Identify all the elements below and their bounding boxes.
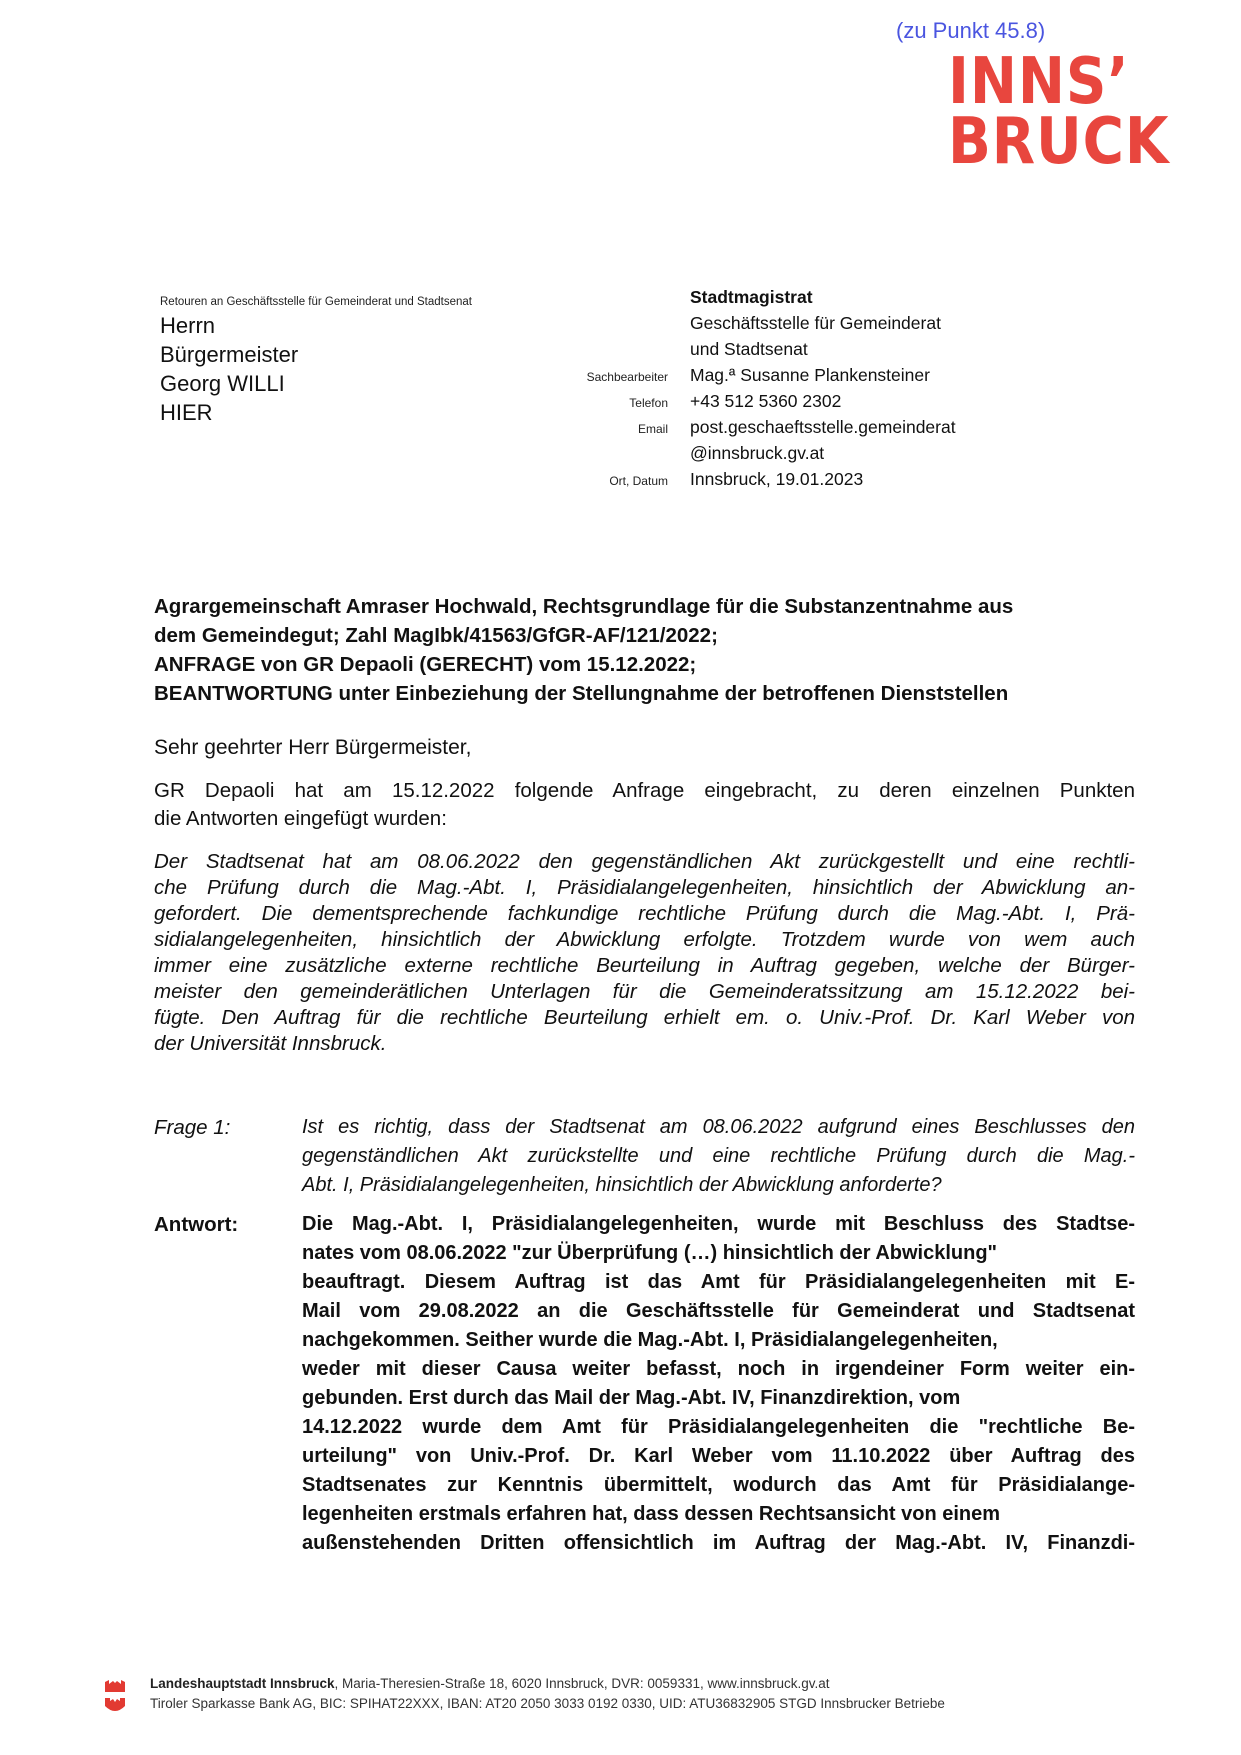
answer-line: nachgekommen. Seither wurde die Mag.-Abt. I, Präsidialangelegenheiten,	[302, 1329, 998, 1351]
question-line: Abt. I, Präsidialangelegenheiten, hinsichtlich der Abwicklung anforderte?	[302, 1174, 942, 1196]
intro-line: GR Depaoli hat am 15.12.2022 folgende Anfrage eingebracht, zu deren einzelnen Punkten	[154, 779, 1135, 802]
sender-department: Geschäftsstelle für Gemeinderat	[690, 313, 941, 333]
sender-clerk: Mag.ª Susanne Plankensteiner	[690, 365, 930, 385]
answer-line: 14.12.2022 wurde dem Amt für Präsidialangelegenheiten die "rechtliche Be-	[302, 1416, 1135, 1438]
inquiry-line: der Universität Innsbruck.	[154, 1032, 387, 1055]
subject-line: BEANTWORTUNG unter Einbeziehung der Stellungnahme der betroffenen Dienststellen	[154, 682, 1009, 705]
recipient-line: Herrn	[160, 313, 216, 338]
answer-line: weder mit dieser Causa weiter befasst, noch in irgendeiner Form weiter ein-	[302, 1358, 1135, 1380]
footer-line-bank: Tiroler Sparkasse Bank AG, BIC: SPIHAT22XXX, IBAN: AT20 2050 3033 0192 0330, UID: ATU36832905 STGD Innsbrucker Betriebe	[150, 1696, 945, 1711]
inquiry-line: che Prüfung durch die Mag.-Abt. I, Präsidialangelegenheiten, hinsichtlich der Abwicklung an-	[154, 876, 1135, 899]
sender-email-domain[interactable]: @innsbruck.gv.at	[690, 443, 825, 463]
footer-city-name: Landeshauptstadt Innsbruck	[150, 1676, 335, 1691]
sender-field-label: Telefon	[629, 396, 668, 410]
recipient-line: Georg WILLI	[160, 371, 285, 396]
return-address-note: Retouren an Geschäftsstelle für Gemeinderat und Stadtsenat	[160, 296, 472, 308]
subject-line: Agrargemeinschaft Amraser Hochwald, Rechtsgrundlage für die Substanzentnahme aus	[154, 595, 1014, 618]
answer-line: außenstehenden Dritten offensichtlich im Auftrag der Mag.-Abt. IV, Finanzdi-	[302, 1532, 1135, 1554]
intro-line: die Antworten eingefügt wurden:	[154, 807, 447, 830]
answer-line: nates vom 08.06.2022 "zur Überprüfung (…) hinsichtlich der Abwicklung"	[302, 1242, 998, 1264]
answer-line: Die Mag.-Abt. I, Präsidialangelegenheiten, wurde mit Beschluss des Stadtse-	[302, 1213, 1135, 1235]
question-line: gegenständlichen Akt zurückstellte und eine rechtliche Prüfung durch die Mag.-	[302, 1145, 1135, 1167]
inquiry-line: sidialangelegenheiten, hinsichtlich der Abwicklung erfolgte. Trotzdem wurde von wem auch	[154, 928, 1135, 951]
salutation: Sehr geehrter Herr Bürgermeister,	[154, 736, 472, 759]
answer-label: Antwort:	[154, 1213, 239, 1236]
agenda-reference: (zu Punkt 45.8)	[896, 18, 1046, 43]
logo-line-2: BRUCK	[948, 105, 1170, 179]
answer-line: legenheiten erstmals erfahren hat, dass dessen Rechtsansicht von einem	[302, 1503, 1001, 1525]
innsbruck-logo	[948, 45, 1198, 179]
recipient-line: HIER	[160, 400, 213, 425]
sender-place-date: Innsbruck, 19.01.2023	[690, 469, 864, 489]
innsbruck-coat-of-arms-icon	[104, 1678, 126, 1714]
inquiry-line: fügte. Den Auftrag für die rechtliche Beurteilung erhielt em. o. Univ.-Prof. Dr. Karl Weber von	[154, 1006, 1135, 1029]
inquiry-line: immer eine zusätzliche externe rechtliche Beurteilung in Auftrag gegeben, welche der Bürger-	[154, 954, 1135, 977]
sender-organization: Stadtmagistrat	[690, 287, 813, 307]
logo-line-1: INNS’	[948, 45, 1130, 119]
answer-line: gebunden. Erst durch das Mail der Mag.-Abt. IV, Finanzdirektion, vom	[302, 1387, 961, 1409]
sender-field-label: Email	[637, 422, 668, 436]
question-label: Frage 1:	[154, 1116, 231, 1139]
subject-line: dem Gemeindegut; Zahl MagIbk/41563/GfGR-AF/121/2022;	[154, 624, 718, 647]
sender-field-label: Sachbearbeiter	[586, 370, 668, 384]
inquiry-line: meister den gemeinderätlichen Unterlagen für die Gemeinderatssitzung am 15.12.2022 bei-	[154, 980, 1135, 1003]
inquiry-line: gefordert. Die dementsprechende fachkundige rechtliche Prüfung durch die Mag.-Abt. I, Prä-	[154, 902, 1135, 925]
answer-line: Stadtsenates zur Kenntnis übermittelt, wodurch das Amt für Präsidialange-	[302, 1474, 1135, 1496]
recipient-line: Bürgermeister	[160, 342, 299, 367]
sender-phone: +43 512 5360 2302	[690, 391, 842, 411]
inquiry-line: Der Stadtsenat hat am 08.06.2022 den gegenständlichen Akt zurückgestellt und eine rechtli-	[154, 850, 1135, 873]
answer-line: Mail vom 29.08.2022 an die Geschäftsstelle für Gemeinderat und Stadtsenat	[302, 1300, 1135, 1322]
answer-line: beauftragt. Diesem Auftrag ist das Amt für Präsidialangelegenheiten mit E-	[302, 1271, 1135, 1293]
footer-line-address	[150, 1676, 830, 1691]
subject-line: ANFRAGE von GR Depaoli (GERECHT) vom 15.12.2022;	[154, 653, 697, 676]
answer-line: urteilung" von Univ.-Prof. Dr. Karl Weber vom 11.10.2022 über Auftrag des	[302, 1445, 1135, 1467]
sender-department: und Stadtsenat	[690, 339, 808, 359]
sender-email[interactable]: post.geschaeftsstelle.gemeinderat	[690, 417, 956, 437]
sender-field-label: Ort, Datum	[609, 474, 668, 488]
question-line: Ist es richtig, dass der Stadtsenat am 08.06.2022 aufgrund eines Beschlusses den	[302, 1116, 1135, 1138]
footer-address-details: , Maria-Theresien-Straße 18, 6020 Innsbruck, DVR: 0059331, www.innsbruck.gv.at	[334, 1676, 830, 1691]
